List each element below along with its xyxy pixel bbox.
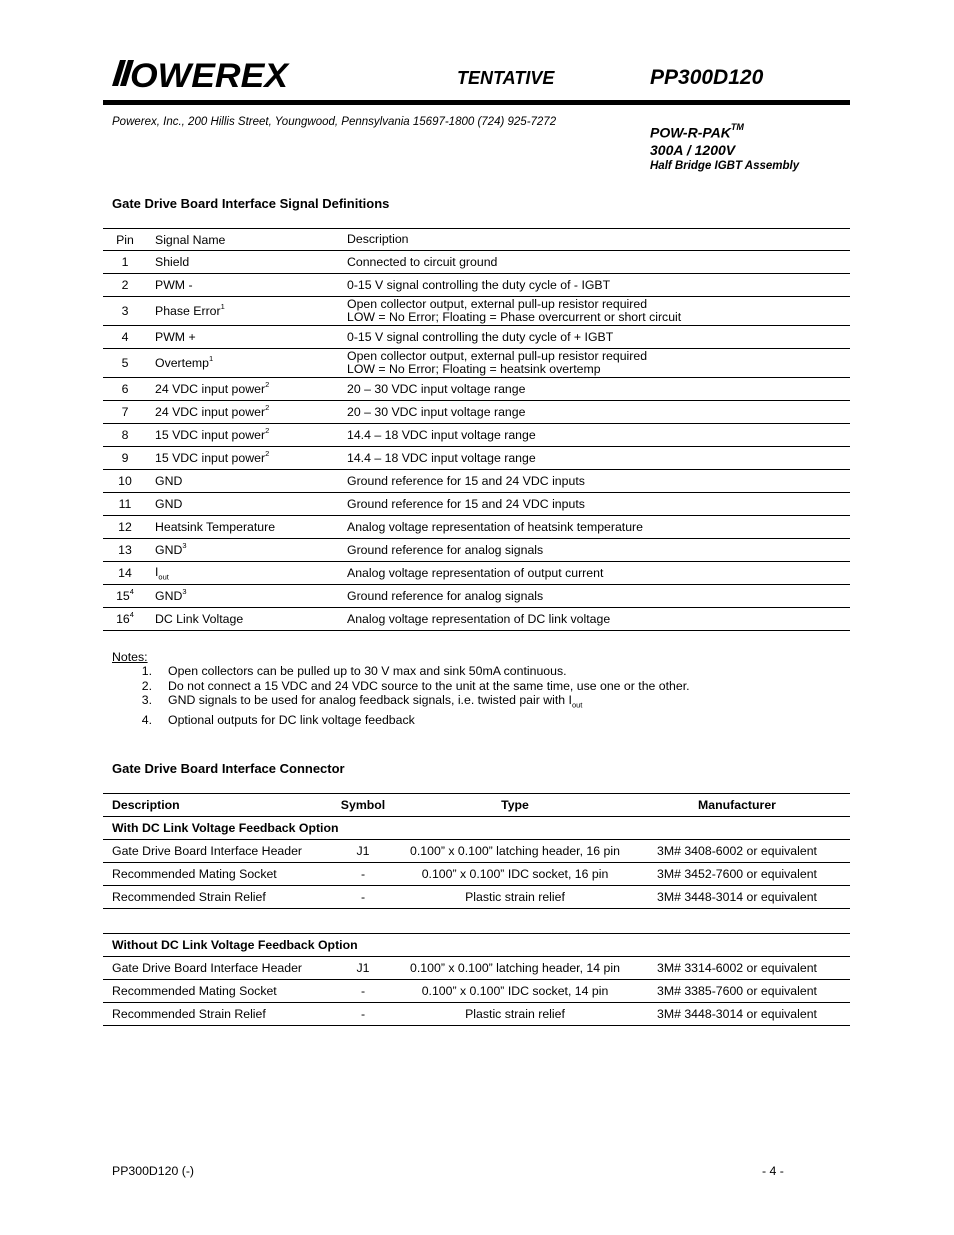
- table-row: [103, 608, 850, 631]
- table-row: [103, 378, 850, 401]
- pin-number: 8: [121, 428, 129, 442]
- pin-cell: [103, 608, 147, 631]
- powerex-logo: [112, 56, 290, 92]
- table-row: [103, 980, 850, 1003]
- product-rating: 300A / 1200V: [650, 141, 736, 158]
- signal-name-cell: [147, 585, 347, 608]
- pin-number: 13: [118, 543, 132, 557]
- description-line: Ground reference for 15 and 24 VDC inputs: [347, 496, 585, 511]
- signal-name: 24 VDC input power: [155, 405, 266, 420]
- header-divider: [103, 100, 850, 105]
- note-text: Open collectors can be pulled up to 30 V max and sink 50mA continuous.: [168, 664, 567, 679]
- notes-block: [112, 650, 690, 727]
- type-cell: 0.100” x 0.100” latching header, 16 pin: [406, 840, 624, 863]
- column-header: Manufacturer: [624, 794, 850, 817]
- type-cell: Plastic strain relief: [406, 886, 624, 909]
- description-line: 14.4 – 18 VDC input voltage range: [347, 450, 536, 465]
- connector-table-without-feedback: [103, 933, 850, 1026]
- manufacturer-cell: 3M# 3452-7600 or equivalent: [624, 863, 850, 886]
- pin-cell: [103, 447, 147, 470]
- note-number: 2.: [141, 678, 152, 693]
- signal-name: GND: [155, 474, 183, 488]
- description-line: LOW = No Error; Floating = Phase overcurrent or short circuit: [347, 310, 682, 324]
- description-line: Open collector output, external pull-up resistor required: [347, 349, 648, 363]
- product-subtitle: Half Bridge IGBT Assembly: [650, 159, 800, 172]
- description-line: 14.4 – 18 VDC input voltage range: [347, 427, 536, 442]
- pin-number: 3: [121, 304, 129, 318]
- footnote-ref: 2: [265, 449, 270, 459]
- table-row: [103, 886, 850, 909]
- description-cell: Gate Drive Board Interface Header: [103, 957, 320, 980]
- symbol-cell: J1: [320, 957, 406, 980]
- description-line: Ground reference for analog signals: [347, 542, 544, 557]
- group-title: With DC Link Voltage Feedback Option: [103, 817, 850, 840]
- pin-number: 5: [121, 356, 129, 370]
- footer-part-number: PP300D120 (-): [112, 1164, 195, 1178]
- signal-name: GND: [155, 543, 183, 558]
- description-cell: [347, 585, 850, 608]
- description-cell: Gate Drive Board Interface Header: [103, 840, 320, 863]
- table-header-row: [103, 229, 850, 251]
- signal-name: Overtemp: [155, 356, 209, 371]
- footnote-ref: 2: [265, 426, 270, 436]
- footnote-ref: 3: [182, 541, 187, 551]
- note-number: 4.: [141, 712, 152, 727]
- note-item: [112, 713, 690, 727]
- signal-name: Phase Error: [155, 304, 221, 319]
- symbol-cell: -: [320, 886, 406, 909]
- signal-name: 15 VDC input power: [155, 428, 266, 443]
- pin-cell: [103, 378, 147, 401]
- pin-number: 16: [116, 612, 130, 627]
- symbol-cell: J1: [320, 840, 406, 863]
- company-address: Powerex, Inc., 200 Hillis Street, Youngwood, Pennsylvania 15697-1800 (724) 925-7272: [112, 116, 557, 128]
- group-row: [103, 817, 850, 840]
- signal-name: 15 VDC input power: [155, 451, 266, 466]
- table-row: [103, 840, 850, 863]
- description-cell: [347, 401, 850, 424]
- symbol-cell: -: [320, 1003, 406, 1026]
- column-header: Type: [406, 794, 624, 817]
- description-line: Ground reference for analog signals: [347, 588, 544, 603]
- pin-cell: [103, 424, 147, 447]
- signal-name-cell: [147, 274, 347, 297]
- footnote-ref: 2: [265, 380, 270, 390]
- group-row: [103, 934, 850, 957]
- manufacturer-cell: 3M# 3408-6002 or equivalent: [624, 840, 850, 863]
- signal-name-cell: [147, 493, 347, 516]
- description-cell: [347, 349, 850, 378]
- note-number: 3.: [141, 692, 152, 707]
- pin-number: 7: [121, 405, 129, 419]
- page-number: - 4 -: [762, 1164, 784, 1178]
- pin-number: 4: [121, 330, 129, 344]
- manufacturer-cell: 3M# 3385-7600 or equivalent: [624, 980, 850, 1003]
- pin-number: 12: [118, 520, 132, 534]
- description-line: Analog voltage representation of output current: [347, 565, 604, 580]
- footnote-ref: 2: [265, 403, 270, 413]
- description-line: 20 – 30 VDC input voltage range: [347, 404, 526, 419]
- signal-name-cell: [147, 378, 347, 401]
- signal-name: GND: [155, 497, 183, 511]
- note-text: GND signals to be used for analog feedback signals, i.e. twisted pair with I: [168, 692, 572, 707]
- description-line: Analog voltage representation of heatsink temperature: [347, 519, 643, 534]
- signal-name-cell: [147, 349, 347, 378]
- table-row: [103, 424, 850, 447]
- column-header: Description: [103, 794, 320, 817]
- signal-name: Heatsink Temperature: [155, 520, 276, 534]
- pin-cell: [103, 326, 147, 349]
- pin-number: 11: [118, 497, 132, 511]
- description-cell: [347, 470, 850, 493]
- footnote-ref: 4: [129, 587, 134, 597]
- signal-name: GND: [155, 589, 183, 604]
- description-cell: [347, 378, 850, 401]
- subscript: out: [571, 700, 583, 710]
- pin-cell: [103, 539, 147, 562]
- note-number: 1.: [141, 664, 152, 679]
- description-cell: [347, 539, 850, 562]
- description-line: LOW = No Error; Floating = heatsink overtemp: [347, 362, 601, 376]
- symbol-cell: -: [320, 863, 406, 886]
- pin-cell: [103, 401, 147, 424]
- type-cell: 0.100” x 0.100” latching header, 14 pin: [406, 957, 624, 980]
- description-cell: [347, 251, 850, 274]
- description-cell: [347, 516, 850, 539]
- pin-number: 1: [121, 255, 129, 269]
- pin-cell: [103, 274, 147, 297]
- pin-cell: [103, 562, 147, 585]
- pin-cell: [103, 251, 147, 274]
- manufacturer-cell: 3M# 3448-3014 or equivalent: [624, 1003, 850, 1026]
- svg-text:OWEREX: OWEREX: [130, 57, 290, 92]
- connector-section-title: Gate Drive Board Interface Connector: [112, 761, 345, 776]
- signal-name-cell: [147, 470, 347, 493]
- signal-name-cell: [147, 516, 347, 539]
- manufacturer-cell: 3M# 3448-3014 or equivalent: [624, 886, 850, 909]
- table-row: [103, 401, 850, 424]
- signal-name: PWM +: [155, 330, 196, 344]
- description-line: 20 – 30 VDC input voltage range: [347, 381, 526, 396]
- footnote-ref: 1: [209, 354, 214, 364]
- description-cell: [347, 297, 850, 326]
- type-cell: 0.100” x 0.100” IDC socket, 16 pin: [406, 863, 624, 886]
- signal-name-cell: [147, 447, 347, 470]
- symbol-cell: -: [320, 980, 406, 1003]
- description-cell: [347, 274, 850, 297]
- manufacturer-cell: 3M# 3314-6002 or equivalent: [624, 957, 850, 980]
- note-text: Do not connect a 15 VDC and 24 VDC source to the unit at the same time, use one or the other.: [168, 678, 690, 693]
- note-text: Optional outputs for DC link voltage feedback: [168, 712, 415, 727]
- description-line: 0-15 V signal controlling the duty cycle of + IGBT: [347, 329, 614, 344]
- pin-number: 15: [116, 589, 130, 604]
- signal-name-cell: [147, 562, 347, 585]
- footnote-ref: 1: [220, 302, 225, 312]
- pin-cell: [103, 585, 147, 608]
- column-header: Pin: [103, 229, 147, 251]
- table-row: [103, 863, 850, 886]
- signal-name-cell: [147, 251, 347, 274]
- table-row: [103, 516, 850, 539]
- table-row: [103, 447, 850, 470]
- description-cell: [347, 493, 850, 516]
- table-row: [103, 585, 850, 608]
- note-text-wrap: [168, 713, 415, 727]
- pin-cell: [103, 516, 147, 539]
- note-item: [112, 679, 690, 693]
- note-text-wrap: [168, 664, 567, 678]
- description-cell: [347, 608, 850, 631]
- signal-name-cell: [147, 326, 347, 349]
- table-row: [103, 539, 850, 562]
- product-name: POW-R-PAK: [650, 124, 731, 141]
- type-cell: Plastic strain relief: [406, 1003, 624, 1026]
- signal-name-cell: [147, 608, 347, 631]
- table-row: [103, 470, 850, 493]
- description-cell: Recommended Mating Socket: [103, 863, 320, 886]
- notes-heading: Notes:: [112, 650, 148, 664]
- signal-name: I: [155, 564, 159, 579]
- signal-name-cell: [147, 424, 347, 447]
- signal-name: 24 VDC input power: [155, 382, 266, 397]
- description-line: 0-15 V signal controlling the duty cycle of - IGBT: [347, 277, 611, 292]
- table-row: [103, 297, 850, 326]
- description-cell: [347, 562, 850, 585]
- description-line: Open collector output, external pull-up resistor required: [347, 297, 648, 311]
- note-text-wrap: [168, 693, 582, 713]
- column-header: Description: [347, 229, 850, 251]
- description-cell: [347, 424, 850, 447]
- description-cell: [347, 326, 850, 349]
- footnote-ref: 4: [129, 610, 134, 620]
- signal-name-cell: [147, 401, 347, 424]
- connector-table-with-feedback: [103, 793, 850, 909]
- product-block: [650, 121, 799, 173]
- signal-table: [103, 228, 850, 631]
- column-header: Symbol: [320, 794, 406, 817]
- type-cell: 0.100” x 0.100” IDC socket, 14 pin: [406, 980, 624, 1003]
- pin-cell: [103, 493, 147, 516]
- note-item: [112, 664, 690, 678]
- note-text-wrap: [168, 679, 690, 693]
- column-header: Signal Name: [147, 229, 347, 251]
- trademark: TM: [730, 122, 744, 132]
- table-row: [103, 493, 850, 516]
- table-row: [103, 957, 850, 980]
- description-line: Analog voltage representation of DC link voltage: [347, 611, 611, 626]
- pin-number: 2: [121, 278, 129, 292]
- description-cell: [347, 447, 850, 470]
- note-item: [112, 693, 690, 713]
- pin-cell: [103, 470, 147, 493]
- description-cell: Recommended Mating Socket: [103, 980, 320, 1003]
- table-row: [103, 274, 850, 297]
- description-cell: Recommended Strain Relief: [103, 1003, 320, 1026]
- tentative-label: TENTATIVE: [457, 68, 555, 88]
- signal-name-cell: [147, 297, 347, 326]
- pin-number: 14: [118, 566, 132, 580]
- table-row: [103, 349, 850, 378]
- group-title: Without DC Link Voltage Feedback Option: [103, 934, 850, 957]
- signal-name: DC Link Voltage: [155, 612, 244, 626]
- part-number: PP300D120: [650, 66, 764, 89]
- description-line: Ground reference for 15 and 24 VDC inputs: [347, 473, 585, 488]
- signal-name: PWM -: [155, 278, 193, 292]
- pin-number: 10: [118, 474, 132, 488]
- pin-cell: [103, 349, 147, 378]
- table-row: [103, 562, 850, 585]
- footnote-ref: 3: [182, 587, 187, 597]
- pin-cell: [103, 297, 147, 326]
- subscript: out: [158, 572, 169, 582]
- table-row: [103, 1003, 850, 1026]
- table-row: [103, 251, 850, 274]
- description-cell: Recommended Strain Relief: [103, 886, 320, 909]
- signal-section-title: Gate Drive Board Interface Signal Definitions: [112, 196, 390, 211]
- pin-number: 9: [121, 451, 129, 465]
- pin-number: 6: [121, 382, 129, 396]
- table-row: [103, 326, 850, 349]
- table-header-row: [103, 794, 850, 817]
- signal-name: Shield: [155, 255, 190, 269]
- description-line: Connected to circuit ground: [347, 254, 498, 269]
- signal-name-cell: [147, 539, 347, 562]
